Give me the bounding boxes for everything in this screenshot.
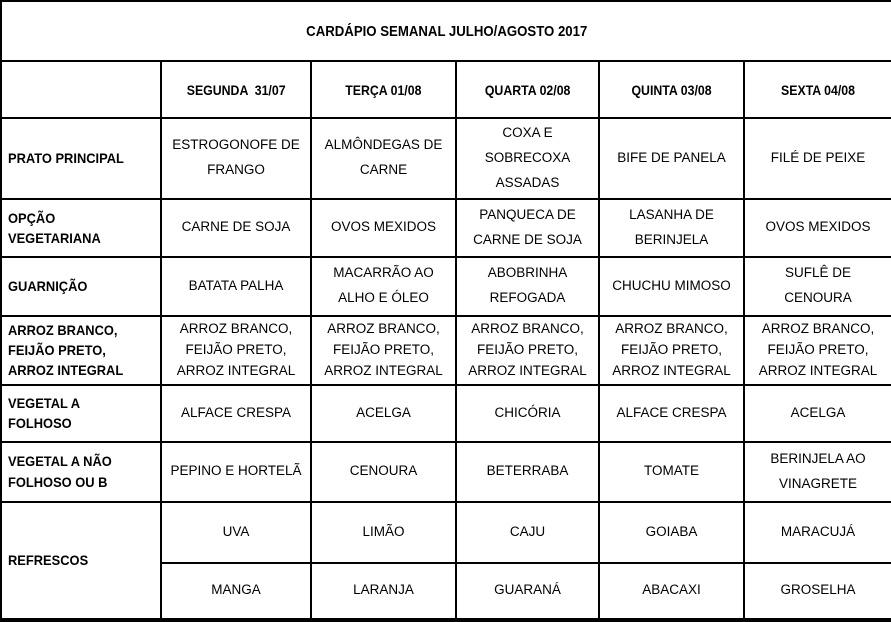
menu-cell: UVA	[161, 502, 311, 563]
menu-cell: ABACAXI	[599, 563, 744, 620]
menu-cell: GOIABA	[599, 502, 744, 563]
row-label-prato-principal	[1, 118, 161, 199]
menu-cell: COXA E SOBRECOXA ASSADAS	[456, 118, 599, 199]
menu-cell: BETERRABA	[456, 442, 599, 502]
header-quarta	[456, 61, 599, 118]
menu-cell: ARROZ BRANCO, FEIJÃO PRETO, ARROZ INTEGRAL	[744, 316, 891, 385]
menu-cell: PEPINO E HORTELÃ	[161, 442, 311, 502]
menu-cell: ALFACE CRESPA	[599, 385, 744, 442]
row-label-text: OPÇÃO VEGETARIANA	[8, 209, 101, 246]
menu-cell: ARROZ BRANCO, FEIJÃO PRETO, ARROZ INTEGRAL	[311, 316, 456, 385]
menu-cell: GROSELHA	[744, 563, 891, 620]
header-quarta-text: QUARTA 02/08	[484, 81, 571, 98]
header-segunda	[161, 61, 311, 118]
page-title-text: CARDÁPIO SEMANAL JULHO/AGOSTO 2017	[305, 22, 588, 40]
header-quinta-text: QUINTA 03/08	[631, 81, 712, 98]
menu-cell: LASANHA DE BERINJELA	[599, 199, 744, 257]
menu-cell: OVOS MEXIDOS	[311, 199, 456, 257]
title-row	[1, 1, 891, 61]
page-title	[1, 1, 891, 61]
menu-cell: BATATA PALHA	[161, 257, 311, 316]
menu-cell: CAJU	[456, 502, 599, 563]
menu-cell: CHICÓRIA	[456, 385, 599, 442]
row-label-guarnicao	[1, 257, 161, 316]
header-sexta	[744, 61, 891, 118]
menu-cell: ESTROGONOFE DE FRANGO	[161, 118, 311, 199]
menu-cell: CHUCHU MIMOSO	[599, 257, 744, 316]
menu-cell: ACELGA	[311, 385, 456, 442]
row-vegetal-nao-folhoso	[1, 442, 891, 502]
menu-cell: LIMÃO	[311, 502, 456, 563]
header-terca	[311, 61, 456, 118]
menu-cell: SUFLÊ DE CENOURA	[744, 257, 891, 316]
menu-cell: ARROZ BRANCO, FEIJÃO PRETO, ARROZ INTEGRAL	[599, 316, 744, 385]
menu-cell: BERINJELA AO VINAGRETE	[744, 442, 891, 502]
menu-cell: LARANJA	[311, 563, 456, 620]
menu-cell: ALMÔNDEGAS DE CARNE	[311, 118, 456, 199]
menu-cell: GUARANÁ	[456, 563, 599, 620]
row-label-vegetal-nao-folhoso	[1, 442, 161, 502]
row-label-text: ARROZ BRANCO, FEIJÃO PRETO, ARROZ INTEGRAL	[8, 321, 124, 379]
row-refrescos-1	[1, 502, 891, 563]
menu-cell: ABOBRINHA REFOGADA	[456, 257, 599, 316]
row-prato-principal	[1, 118, 891, 199]
menu-cell: MARACUJÁ	[744, 502, 891, 563]
corner-cell	[1, 61, 161, 118]
menu-cell: FILÉ DE PEIXE	[744, 118, 891, 199]
header-segunda-text: SEGUNDA 31/07	[186, 81, 286, 98]
header-row	[1, 61, 891, 118]
menu-cell: PANQUECA DE CARNE DE SOJA	[456, 199, 599, 257]
menu-cell: ARROZ BRANCO, FEIJÃO PRETO, ARROZ INTEGRAL	[456, 316, 599, 385]
menu-cell: OVOS MEXIDOS	[744, 199, 891, 257]
row-label-opcao-vegetariana	[1, 199, 161, 257]
menu-cell: ACELGA	[744, 385, 891, 442]
row-guarnicao	[1, 257, 891, 316]
row-label-arroz-feijao	[1, 316, 161, 385]
row-label-refrescos	[1, 502, 161, 620]
header-terca-text: TERÇA 01/08	[345, 81, 422, 98]
menu-cell: TOMATE	[599, 442, 744, 502]
menu-cell: CARNE DE SOJA	[161, 199, 311, 257]
menu-cell: ARROZ BRANCO, FEIJÃO PRETO, ARROZ INTEGRAL	[161, 316, 311, 385]
header-sexta-text: SEXTA 04/08	[781, 81, 856, 98]
row-vegetal-folhoso	[1, 385, 891, 442]
row-opcao-vegetariana	[1, 199, 891, 257]
row-label-text: REFRESCOS	[8, 552, 89, 569]
row-label-text: VEGETAL A FOLHOSO	[8, 394, 80, 432]
row-label-text: GUARNIÇÃO	[8, 278, 88, 295]
menu-cell: MANGA	[161, 563, 311, 620]
row-label-vegetal-folhoso	[1, 385, 161, 442]
row-label-text: VEGETAL A NÃO FOLHOSO OU B	[8, 453, 112, 490]
row-label-text: PRATO PRINCIPAL	[8, 150, 124, 167]
header-quinta	[599, 61, 744, 118]
menu-cell: ALFACE CRESPA	[161, 385, 311, 442]
menu-cell: MACARRÃO AO ALHO E ÓLEO	[311, 257, 456, 316]
menu-cell: BIFE DE PANELA	[599, 118, 744, 199]
menu-cell: CENOURA	[311, 442, 456, 502]
row-arroz-feijao	[1, 316, 891, 385]
